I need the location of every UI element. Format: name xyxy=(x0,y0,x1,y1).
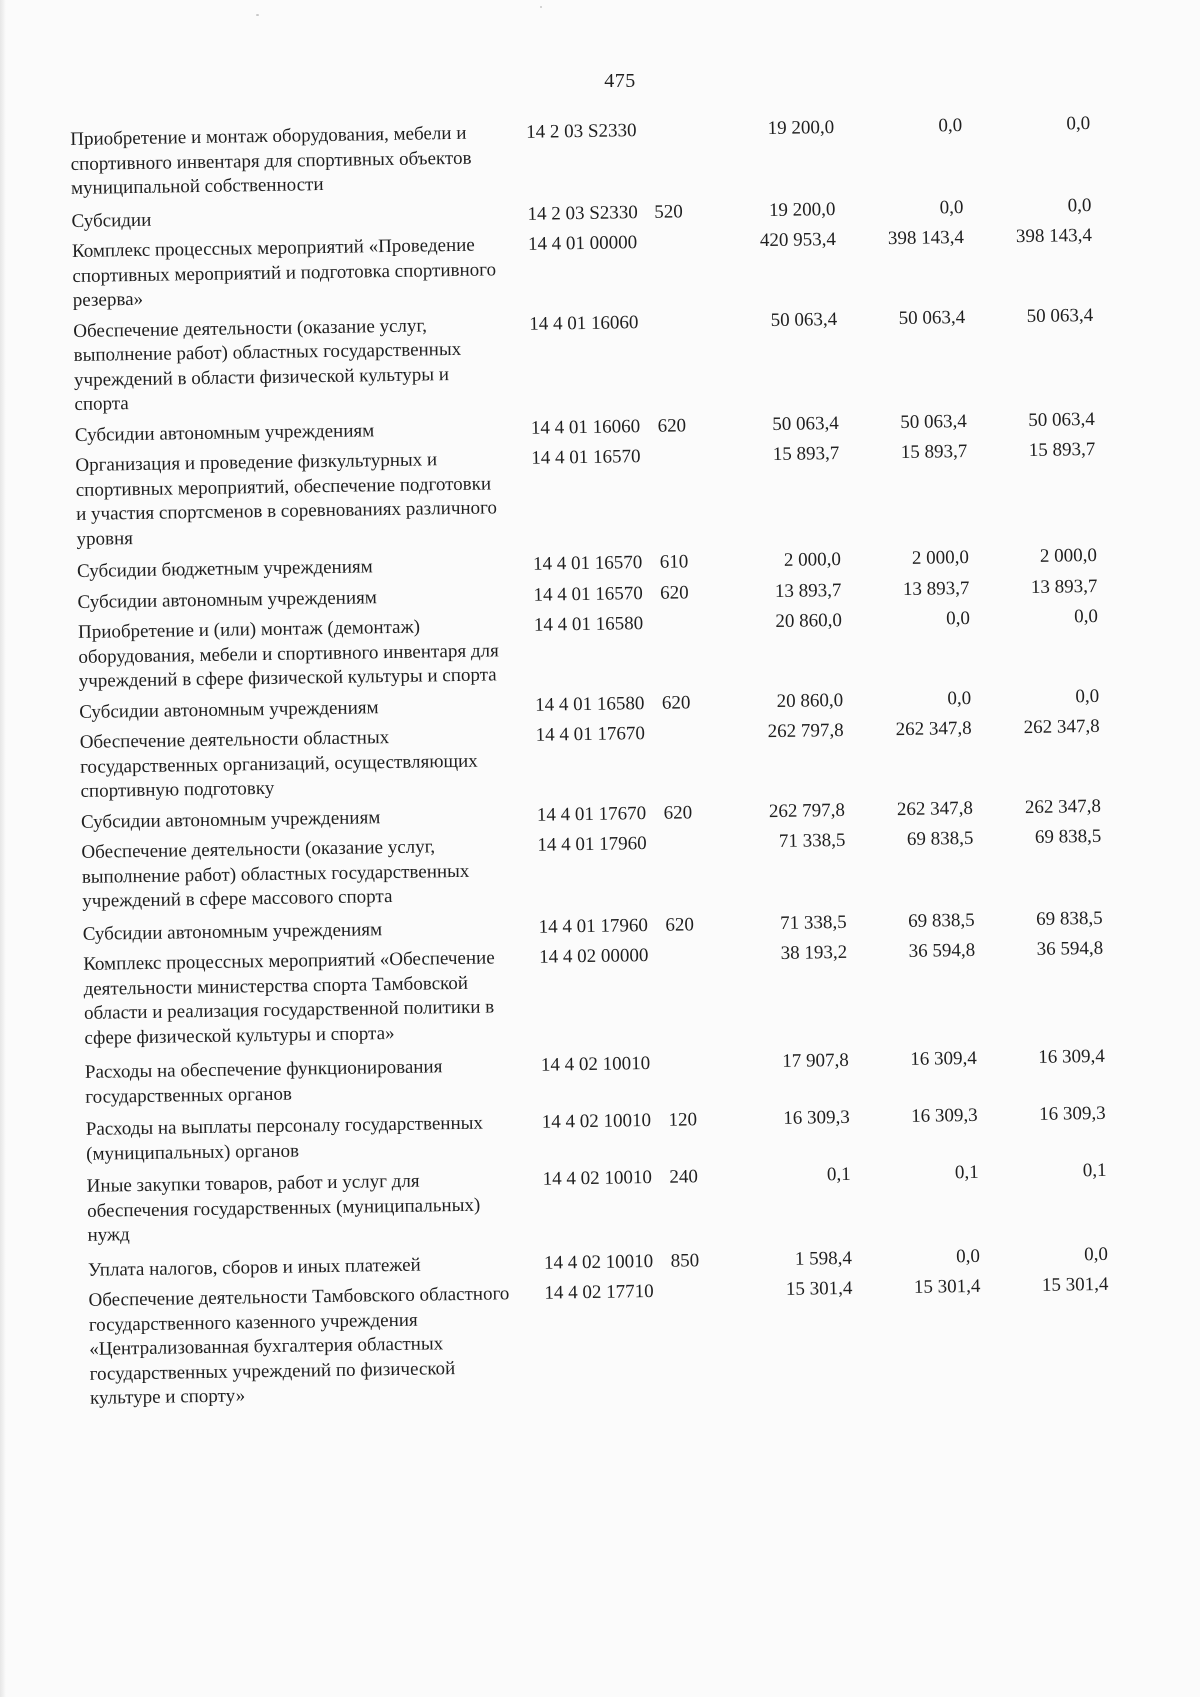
table-row xyxy=(72,223,1163,314)
row-expense-type: 520 xyxy=(654,200,683,223)
row-code: 14 4 01 16580 xyxy=(533,613,644,636)
table-row xyxy=(78,604,1169,695)
table-row xyxy=(70,111,1161,202)
row-value-year2: 0,1 xyxy=(954,1161,979,1184)
row-value-year3: 0,0 xyxy=(1083,1243,1109,1265)
row-value-year3: 50 063,4 xyxy=(1028,408,1095,431)
row-value-year1: 71 338,5 xyxy=(778,829,846,852)
row-name: Иные закупки товаров, работ и услуг для обеспечения государственных (муниципальных) нужд xyxy=(86,1170,481,1246)
row-name: Субсидии xyxy=(71,209,152,232)
table-row xyxy=(88,1272,1180,1412)
row-value-year3: 50 063,4 xyxy=(1026,304,1094,327)
row-expense-type: 620 xyxy=(657,414,687,437)
row-value-year3: 16 309,3 xyxy=(1039,1102,1106,1125)
row-name: Субсидии автономным учреждениям xyxy=(74,419,375,446)
row-expense-type xyxy=(659,1051,705,1052)
row-value-year1: 16 309,3 xyxy=(783,1106,850,1129)
row-name: Комплекс процессных мероприятий «Обеспечение деятельности министерства спорта Тамбовской области и реализация государственной политики в сфере физической культуры и спорта» xyxy=(83,947,495,1049)
row-value-year1: 71 338,5 xyxy=(780,911,847,934)
scan-edge-shadow xyxy=(0,0,6,1697)
row-value-year3: 398 143,4 xyxy=(1015,224,1093,248)
row-code: 14 4 01 16570 xyxy=(531,446,641,469)
row-value-year2: 15 301,4 xyxy=(913,1275,981,1298)
row-value-year2: 0,0 xyxy=(945,607,971,630)
row-value-year3: 16 309,4 xyxy=(1038,1045,1105,1068)
row-value-year3: 0,1 xyxy=(1082,1159,1107,1182)
row-value-year1: 50 063,4 xyxy=(770,308,838,331)
row-expense-type: 620 xyxy=(661,691,691,714)
table-row xyxy=(73,302,1164,417)
row-expense-type xyxy=(647,310,693,311)
row-value-year1: 13 893,7 xyxy=(774,579,842,602)
row-value-year2: 0,0 xyxy=(956,1245,981,1267)
table-row xyxy=(87,1158,1178,1249)
row-expense-type: 620 xyxy=(663,801,693,824)
row-name: Обеспечение деятельности (оказание услуг, выполнение работ) областных государственных учреждений в сфере массового спорта xyxy=(81,836,470,912)
budget-table xyxy=(70,105,1180,1411)
row-value-year1: 262 797,8 xyxy=(767,719,844,743)
row-value-year2: 398 143,4 xyxy=(887,226,965,250)
table-row xyxy=(86,1101,1177,1167)
row-value-year3: 262 347,8 xyxy=(1024,795,1102,818)
row-name: Уплата налогов, сборов и иных платежей xyxy=(87,1254,421,1281)
row-expense-type: 240 xyxy=(669,1166,699,1188)
row-value-year1: 17 907,8 xyxy=(782,1049,850,1072)
row-value-year2: 13 893,7 xyxy=(902,577,970,600)
row-code: 14 4 02 00000 xyxy=(539,945,649,968)
row-value-year2: 0,0 xyxy=(938,114,963,137)
row-value-year3: 15 301,4 xyxy=(1041,1273,1109,1296)
row-value-year3: 2 000,0 xyxy=(1039,544,1098,567)
row-value-year1: 262 797,8 xyxy=(768,799,846,822)
row-expense-type: 610 xyxy=(659,551,689,573)
row-value-year3: 262 347,8 xyxy=(1023,715,1100,739)
row-value-year2: 69 838,5 xyxy=(906,827,974,850)
row-value-year3: 69 838,5 xyxy=(1034,825,1102,848)
row-name: Комплекс процессных мероприятий «Проведение спортивных мероприятий и подготовка спортивного резерва» xyxy=(71,234,497,311)
row-code: 14 4 01 16060 xyxy=(530,415,641,439)
row-name: Расходы на выплаты персоналу государственных (муниципальных) органов xyxy=(85,1112,484,1165)
row-value-year1: 20 860,0 xyxy=(776,689,844,712)
row-name: Субсидии автономным учреждениям xyxy=(82,918,383,945)
row-value-year3: 0,0 xyxy=(1066,112,1091,135)
row-value-year1: 19 200,0 xyxy=(767,116,835,140)
row-expense-type: 120 xyxy=(668,1109,698,1131)
scan-speck xyxy=(540,6,542,8)
row-value-year2: 36 594,8 xyxy=(908,939,976,962)
row-value-year2: 262 347,8 xyxy=(896,797,974,820)
row-code: 14 4 01 17960 xyxy=(537,833,647,856)
row-value-year3: 13 893,7 xyxy=(1030,575,1098,598)
row-value-year2: 262 347,8 xyxy=(895,717,972,741)
row-name: Обеспечение деятельности областных государственных организаций, осуществляющих спортивную подготовку xyxy=(79,727,478,802)
table-row xyxy=(83,936,1174,1051)
row-expense-type xyxy=(646,230,692,231)
row-value-year2: 0,0 xyxy=(947,687,972,709)
row-expense-type: 850 xyxy=(670,1249,700,1272)
row-value-year3: 0,0 xyxy=(1075,685,1100,707)
row-code: 14 4 01 17960 xyxy=(538,914,649,938)
row-expense-type xyxy=(653,721,699,722)
row-code: 14 4 01 16060 xyxy=(529,311,639,335)
row-name: Субсидии автономным учреждениям xyxy=(77,586,377,613)
row-code: 14 4 02 10010 xyxy=(542,1166,653,1190)
row-name: Субсидии бюджетным учреждениям xyxy=(76,556,373,582)
row-code: 14 2 03 S2330 xyxy=(526,120,637,143)
row-value-year1: 1 598,4 xyxy=(794,1247,853,1270)
row-expense-type xyxy=(655,831,701,832)
row-name: Расходы на обеспечение функционирования государственных органов xyxy=(84,1056,443,1108)
row-name: Обеспечение деятельности Тамбовского областного государственного казенного учреждения «Централизованная бухгалтерия областных государственных учреждений по физической культуре и спорту» xyxy=(88,1283,510,1409)
row-expense-type xyxy=(649,444,695,445)
row-value-year2: 0,0 xyxy=(939,196,964,218)
row-value-year2: 15 893,7 xyxy=(900,440,968,463)
row-expense-type xyxy=(662,1279,708,1280)
row-value-year1: 15 301,4 xyxy=(785,1277,853,1300)
table-row xyxy=(81,824,1172,915)
row-name: Приобретение и монтаж оборудования, мебели и спортивного инвентаря для спортивных объектов муниципальной собственности xyxy=(70,122,472,199)
row-value-year2: 50 063,4 xyxy=(898,306,966,329)
table-row xyxy=(75,437,1166,552)
table-row xyxy=(85,1044,1176,1110)
row-name: Субсидии автономным учреждениям xyxy=(79,696,379,723)
row-code: 14 4 01 16580 xyxy=(535,692,645,716)
row-value-year2: 50 063,4 xyxy=(900,410,967,433)
row-code: 14 4 01 00000 xyxy=(527,232,638,255)
row-code: 14 4 02 17710 xyxy=(544,1280,654,1304)
row-code: 14 4 01 17670 xyxy=(536,802,647,826)
row-value-year2: 2 000,0 xyxy=(911,546,970,569)
row-value-year3: 0,0 xyxy=(1067,194,1092,216)
row-value-year2: 69 838,5 xyxy=(907,909,975,932)
row-value-year1: 38 193,2 xyxy=(780,941,848,964)
scan-speck xyxy=(256,14,259,16)
row-name: Приобретение и (или) монтаж (демонтаж) оборудования, мебели и спортивного инвентаря для учреждений в сфере физической культуры и спорта xyxy=(77,616,499,692)
row-code: 14 4 01 16570 xyxy=(532,552,643,575)
page-number: 475 xyxy=(604,70,636,92)
row-code: 14 4 02 10010 xyxy=(543,1250,654,1274)
row-code: 14 4 01 17670 xyxy=(535,723,646,746)
row-name: Организация и проведение физкультурных и спортивных мероприятий, обеспечение подготовки и участия спортсменов в соревнованиях различного уровня xyxy=(75,449,498,550)
row-code: 14 4 02 10010 xyxy=(541,1109,652,1133)
row-name: Обеспечение деятельности (оказание услуг, выполнение работ) областных государственных учреждений в области физической культуры и спорта xyxy=(73,314,462,415)
row-name: Субсидии автономным учреждениям xyxy=(80,806,381,833)
row-value-year1: 15 893,7 xyxy=(772,442,840,466)
row-expense-type: 620 xyxy=(665,913,695,936)
row-value-year3: 36 594,8 xyxy=(1036,937,1104,960)
row-expense-type xyxy=(652,611,698,612)
row-value-year2: 16 309,4 xyxy=(910,1047,977,1070)
row-value-year3: 69 838,5 xyxy=(1035,907,1103,930)
row-expense-type xyxy=(644,118,690,119)
row-code: 14 4 02 10010 xyxy=(540,1053,651,1076)
row-value-year3: 15 893,7 xyxy=(1028,438,1096,461)
row-value-year1: 2 000,0 xyxy=(783,548,842,571)
row-value-year1: 420 953,4 xyxy=(759,228,837,252)
row-value-year1: 50 063,4 xyxy=(772,412,839,435)
row-expense-type: 620 xyxy=(660,581,689,604)
table-row xyxy=(80,714,1171,805)
row-expense-type xyxy=(657,943,703,944)
row-value-year1: 0,1 xyxy=(826,1163,851,1186)
row-value-year1: 19 200,0 xyxy=(768,198,836,221)
row-code: 14 2 03 S2330 xyxy=(527,201,638,225)
row-code: 14 4 01 16570 xyxy=(533,582,643,606)
row-value-year3: 0,0 xyxy=(1073,605,1099,628)
row-value-year2: 16 309,3 xyxy=(911,1104,978,1127)
row-value-year1: 20 860,0 xyxy=(775,609,843,632)
